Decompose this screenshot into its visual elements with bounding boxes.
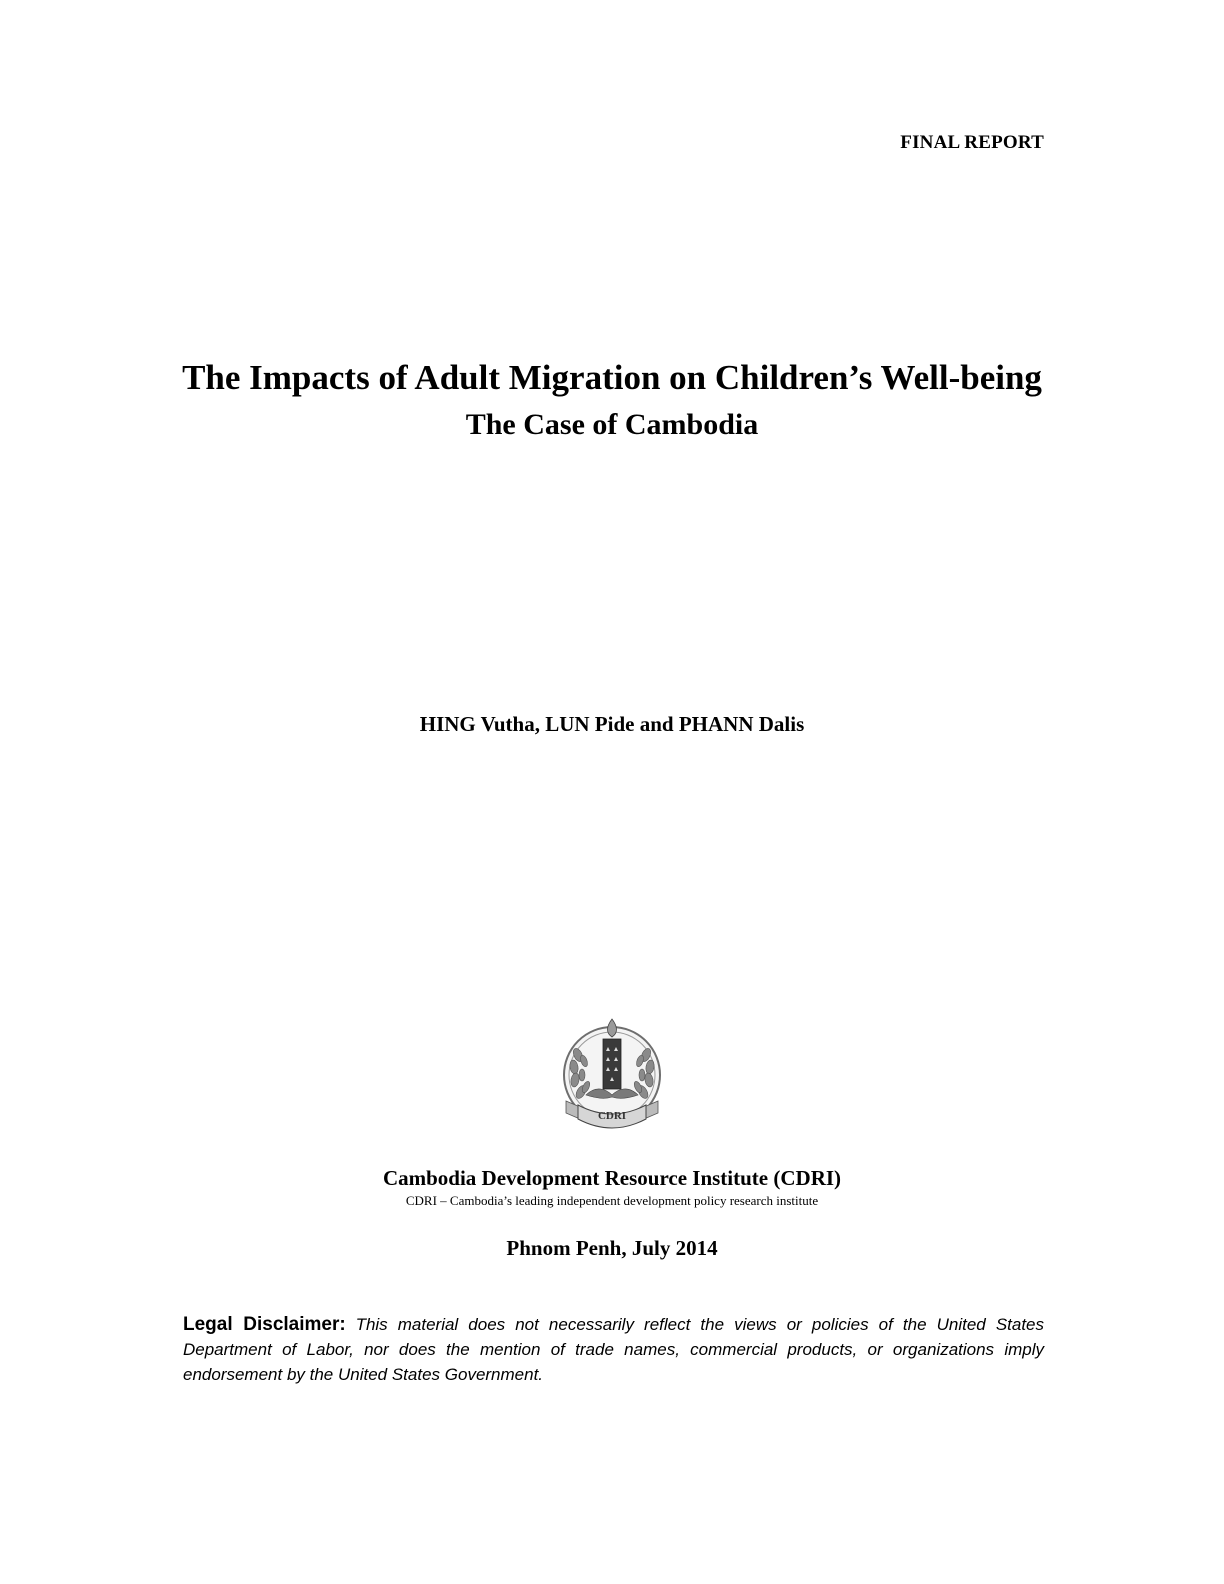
authors: HING Vutha, LUN Pide and PHANN Dalis [419, 712, 805, 736]
legal-disclaimer [183, 1312, 1044, 1387]
cdri-emblem-icon [556, 1015, 668, 1140]
disclaimer-text: This material does not necessarily reflect the views or policies of the United States Department of Labor, nor does the mention of trade names, commercial products, or organizations imply endorsement by the United States Government. [183, 1315, 1045, 1384]
document-title: The Impacts of Adult Migration on Children’s Well-being [182, 358, 1042, 397]
institute-tagline: CDRI – Cambodia’s leading independent development policy research institute [405, 1193, 819, 1208]
disclaimer-label: Legal Disclaimer: [183, 1314, 346, 1335]
report-type-label: FINAL REPORT [900, 132, 1044, 153]
place-date: Phnom Penh, July 2014 [506, 1236, 718, 1260]
svg-text:CDRI: CDRI [597, 1110, 627, 1122]
document-subtitle: The Case of Cambodia [465, 408, 759, 441]
institute-name: Cambodia Development Resource Institute (CDRI) [382, 1166, 842, 1190]
